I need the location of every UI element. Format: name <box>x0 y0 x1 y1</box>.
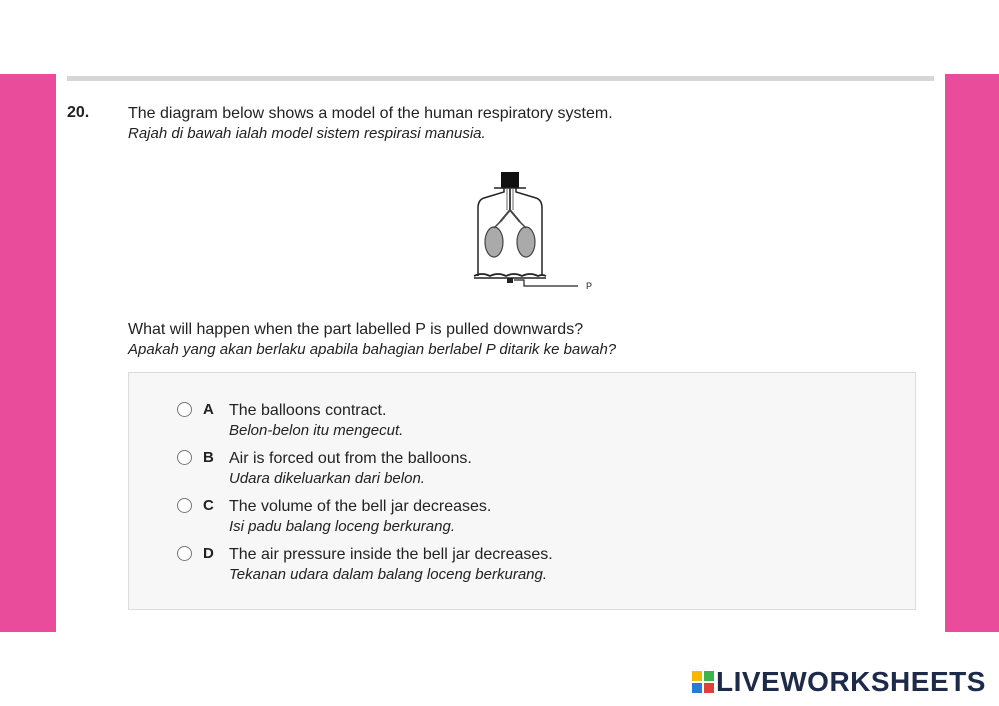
option-text-ms: Belon-belon itu mengecut. <box>229 422 404 439</box>
radio-button-a[interactable] <box>177 402 192 417</box>
radio-button-b[interactable] <box>177 450 192 465</box>
balloon-right <box>517 227 535 257</box>
option-text-en: The volume of the bell jar decreases. <box>229 498 492 515</box>
top-divider <box>67 76 934 81</box>
pull-string <box>514 280 578 286</box>
option-letter: B <box>203 449 214 466</box>
question-prompt <box>128 320 616 360</box>
bell-jar-diagram <box>470 166 600 294</box>
option-text-en: Air is forced out from the balloons. <box>229 450 472 467</box>
radio-button-d[interactable] <box>177 546 192 561</box>
option-text-en: The air pressure inside the bell jar decreases. <box>229 546 553 563</box>
option-letter: A <box>203 401 214 418</box>
prompt-ms: Apakah yang akan berlaku apabila bahagian berlabel P ditarik ke bawah? <box>128 341 617 358</box>
prompt-en: What will happen when the part labelled P is pulled downwards? <box>128 321 584 338</box>
option-letter: C <box>203 497 214 514</box>
option-text-ms: Tekanan udara dalam balang loceng berkurang. <box>229 566 548 583</box>
question-number: 20. <box>67 104 90 121</box>
y-tube <box>500 188 520 222</box>
option-text-en: The balloons contract. <box>229 402 387 419</box>
label-p: P <box>586 281 593 291</box>
rubber-stopper <box>501 172 519 188</box>
left-pink-bar <box>0 74 56 632</box>
option-text <box>229 401 403 441</box>
option-text-ms: Isi padu balang loceng berkurang. <box>229 518 455 535</box>
option-letter: D <box>203 545 214 562</box>
right-pink-bar <box>945 74 999 632</box>
brand-name: LIVEWORKSHEETS <box>716 666 986 697</box>
question-text-ms: Rajah di bawah ialah model sistem respirasi manusia. <box>128 125 486 142</box>
rubber-sheet <box>474 274 546 276</box>
question-text-en: The diagram below shows a model of the human respiratory system. <box>128 105 613 122</box>
liveworksheets-logo-icon <box>692 671 714 693</box>
answer-options-panel <box>128 372 916 610</box>
radio-button-c[interactable] <box>177 498 192 513</box>
balloon-left <box>485 227 503 257</box>
option-text-ms: Udara dikeluarkan dari belon. <box>229 470 425 487</box>
option-text <box>229 449 472 489</box>
option-text <box>229 497 491 537</box>
option-text <box>229 545 553 585</box>
question-text <box>128 104 613 144</box>
